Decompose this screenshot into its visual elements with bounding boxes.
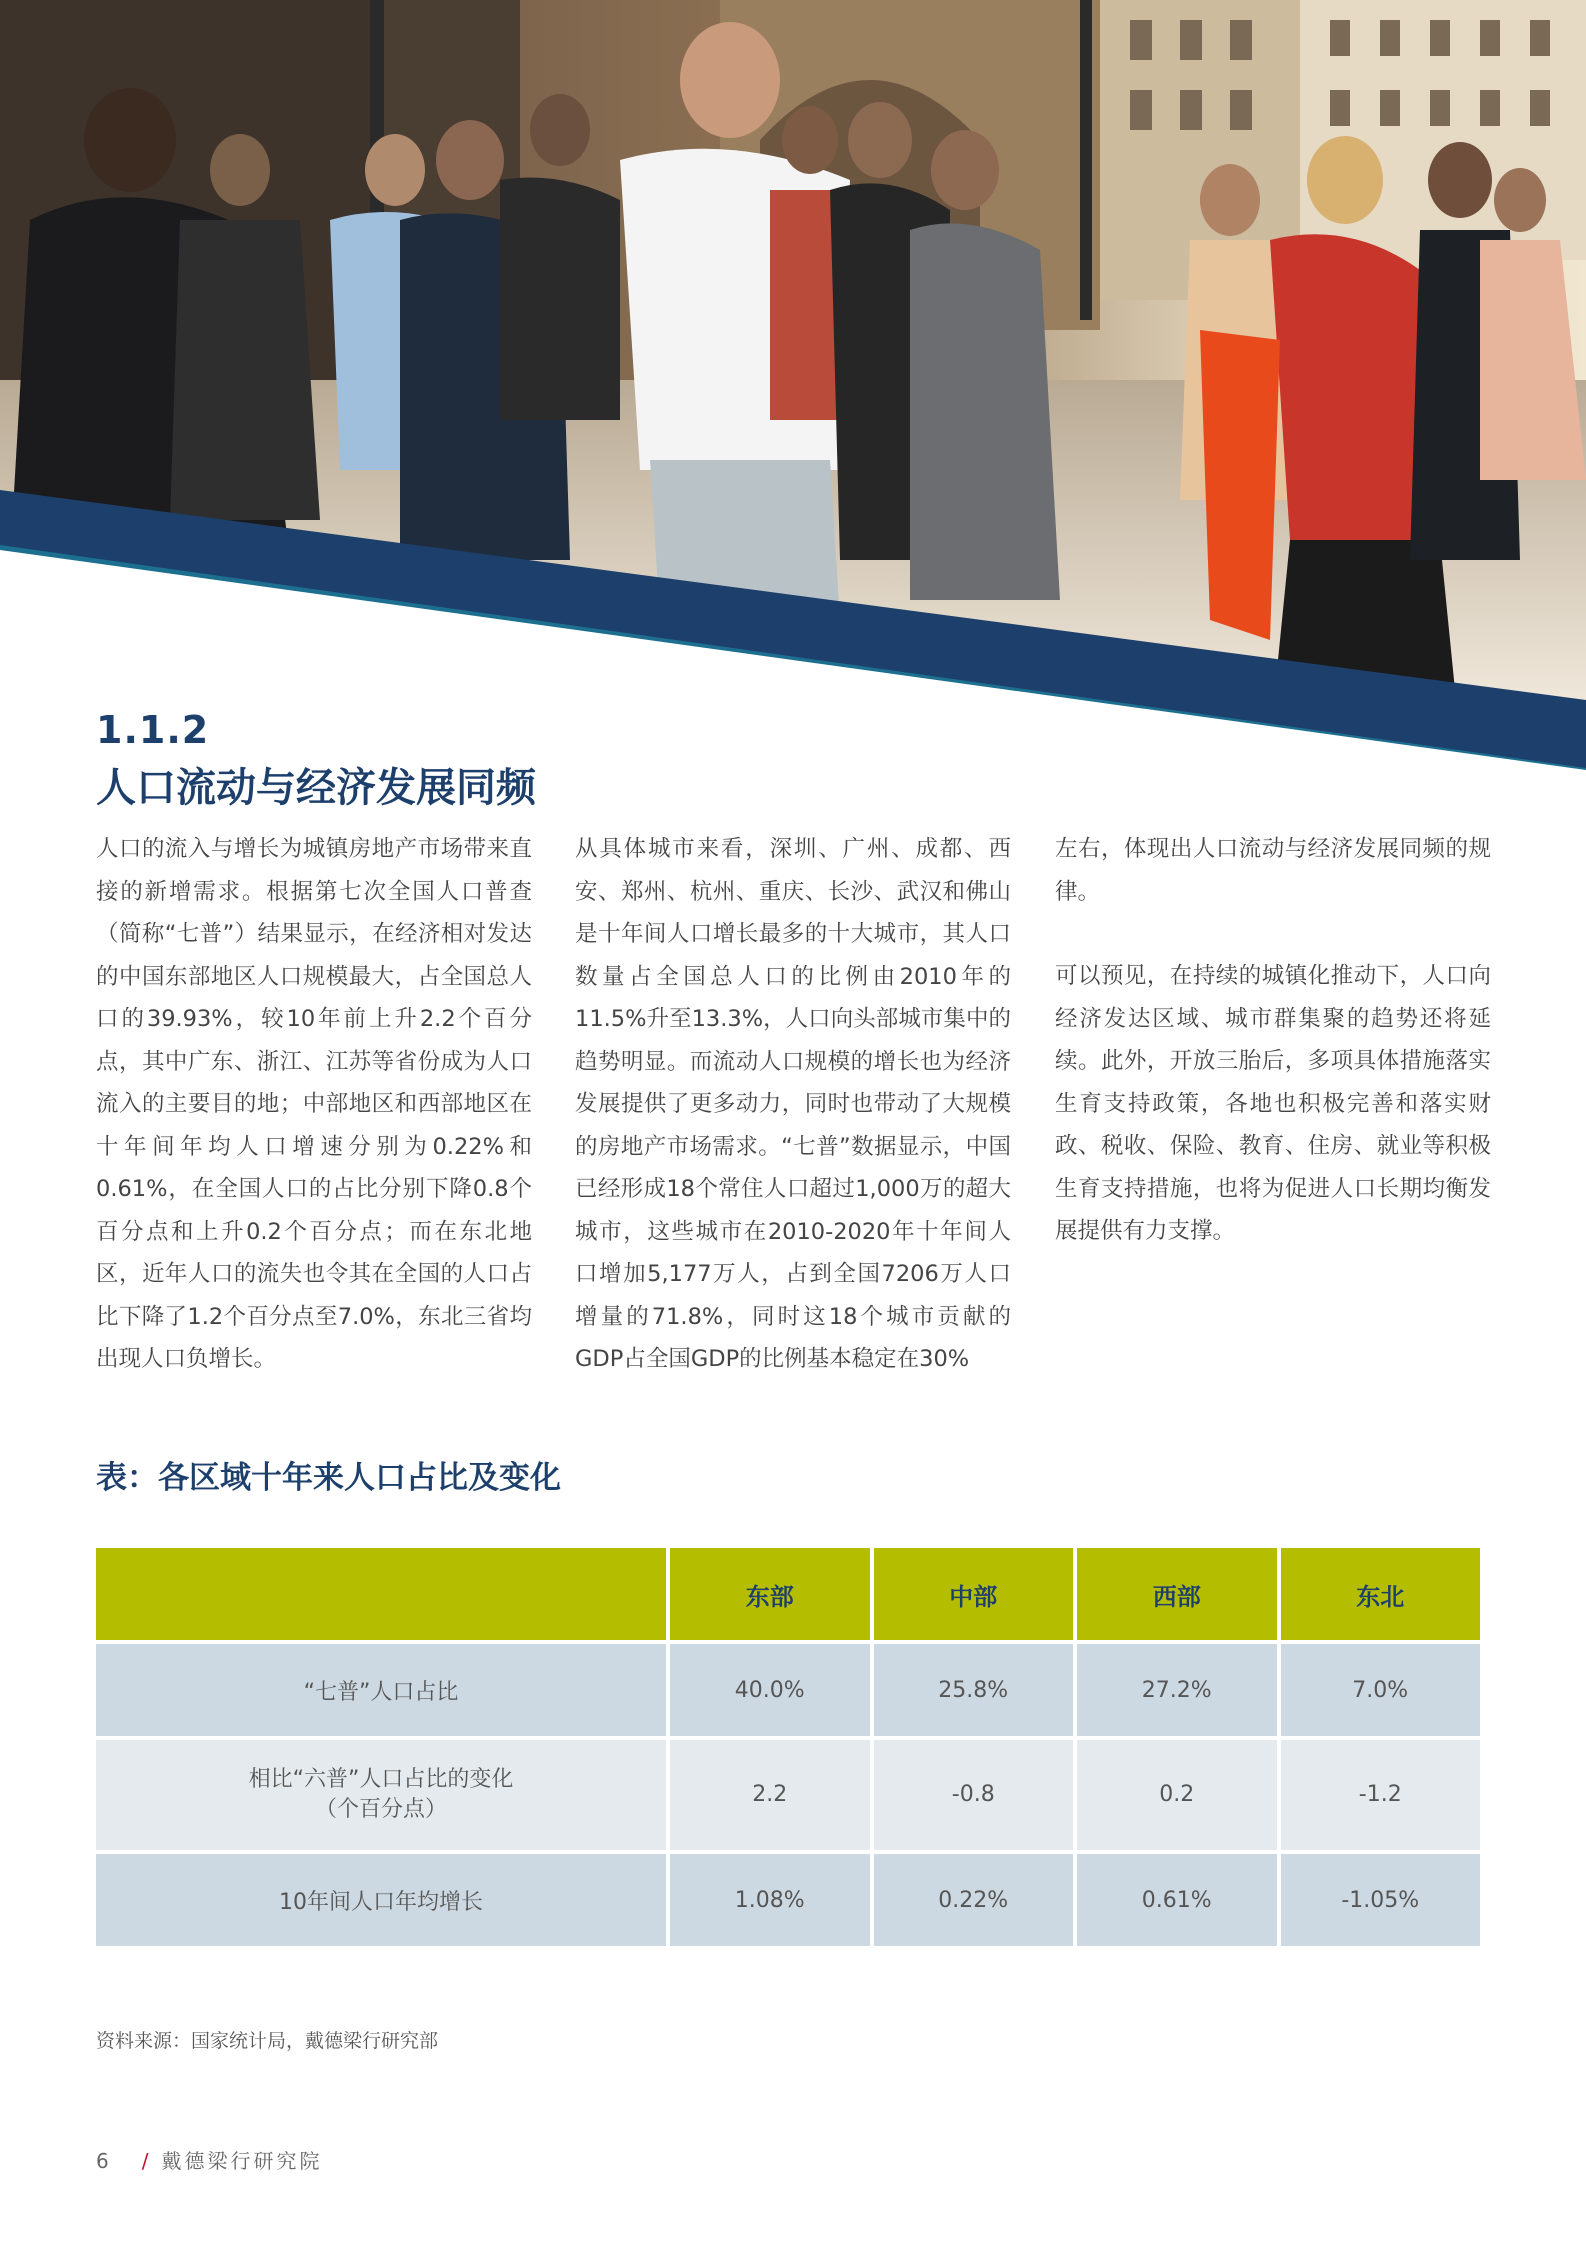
header-cell-central: 中部 <box>874 1548 1074 1640</box>
table-row <box>96 1740 1480 1850</box>
header-cell <box>96 1548 666 1640</box>
table-cell: 7.0% <box>1281 1644 1481 1736</box>
header-cell-west: 西部 <box>1077 1548 1277 1640</box>
paragraph: 可以预见，在持续的城镇化推动下，人口向经济发达区域、城市群集聚的趋势还将延续。此外，开放三胎后，多项具体措施落实生育支持政策，各地也积极完善和落实财政、税收、保险、教育、住房、就业等积极生育支持措施，也将为促进人口长期均衡发展提供有力支撑。 <box>1055 963 1491 1244</box>
table-row <box>96 1854 1480 1946</box>
table-header-row <box>96 1548 1480 1640</box>
table-cell: -1.2 <box>1281 1740 1481 1850</box>
table-cell: 0.2 <box>1077 1740 1277 1850</box>
row-label-main: 相比“六普”人口占比的变化 <box>248 1767 514 1792</box>
street-crowd-image <box>0 0 1586 770</box>
publisher-name: 戴德梁行研究院 <box>161 2149 323 2173</box>
section-title: 人口流动与经济发展同频 <box>96 765 536 811</box>
table-row <box>96 1644 1480 1736</box>
row-label: 10年间人口年均增长 <box>96 1854 666 1946</box>
row-label: “七普”人口占比 <box>96 1644 666 1736</box>
body-column-2 <box>575 828 1011 1381</box>
table-cell: 2.2 <box>670 1740 870 1850</box>
table-cell: 25.8% <box>874 1644 1074 1736</box>
table-source: 资料来源：国家统计局，戴德梁行研究部 <box>96 2030 439 2052</box>
table-cell: 40.0% <box>670 1644 870 1736</box>
row-label-sub: （个百分点） <box>314 1797 447 1822</box>
table-title: 表：各区域十年来人口占比及变化 <box>96 1460 561 1496</box>
row-label <box>96 1740 666 1850</box>
table-cell: 0.61% <box>1077 1854 1277 1946</box>
header-cell-northeast: 东北 <box>1281 1548 1481 1640</box>
table-cell: 0.22% <box>874 1854 1074 1946</box>
region-population-table <box>92 1544 1484 1950</box>
header-cell-east: 东部 <box>670 1548 870 1640</box>
table-cell: 1.08% <box>670 1854 870 1946</box>
page-number: 6 <box>96 2149 112 2173</box>
table-cell: 27.2% <box>1077 1644 1277 1736</box>
section-number: 1.1.2 <box>96 708 210 752</box>
table-cell: -0.8 <box>874 1740 1074 1850</box>
body-column-3 <box>1055 828 1491 1253</box>
paragraph: 人口的流入与增长为城镇房地产市场带来直接的新增需求。根据第七次全国人口普查（简称“七普”）结果显示，在经济相对发达的中国东部地区人口规模最大，占全国总人口的39.93%，较10年前上升2.2个百分点，其中广东、浙江、江苏等省份成为人口流入的主要目的地；中部地区和西部地区在十年间年均人口增速分别为0.22%和0.61%，在全国人口的占比分别下降0.8个百分点和上升0.2个百分点；而在东北地区，近年人口的流失也令其在全国的人口占比下降了1.2个百分点至7.0%，东北三省均出现人口负增长。 <box>96 836 532 1372</box>
paragraph: 从具体城市来看，深圳、广州、成都、西安、郑州、杭州、重庆、长沙、武汉和佛山是十年间人口增长最多的十大城市，其人口数量占全国总人口的比例由2010年的11.5%升至13.3%，人口向头部城市集中的趋势明显。而流动人口规模的增长也为经济发展提供了更多动力，同时也带动了大规模的房地产市场需求。“七普”数据显示，中国已经形成18个常住人口超过1,000万的超大城市，这些城市在2010-2020年十年间人口增加5,177万人，占到全国7206万人口增量的71.8%，同时这18个城市贡献的GDP占全国GDP的比例基本稳定在30% <box>575 836 1011 1372</box>
slash-divider: / <box>141 2149 152 2173</box>
page-footer <box>96 2145 322 2174</box>
hero-photo <box>0 0 1586 770</box>
paragraph: 左右，体现出人口流动与经济发展同频的规律。 <box>1055 836 1491 905</box>
table-cell: -1.05% <box>1281 1854 1481 1946</box>
body-column-1 <box>96 828 532 1381</box>
